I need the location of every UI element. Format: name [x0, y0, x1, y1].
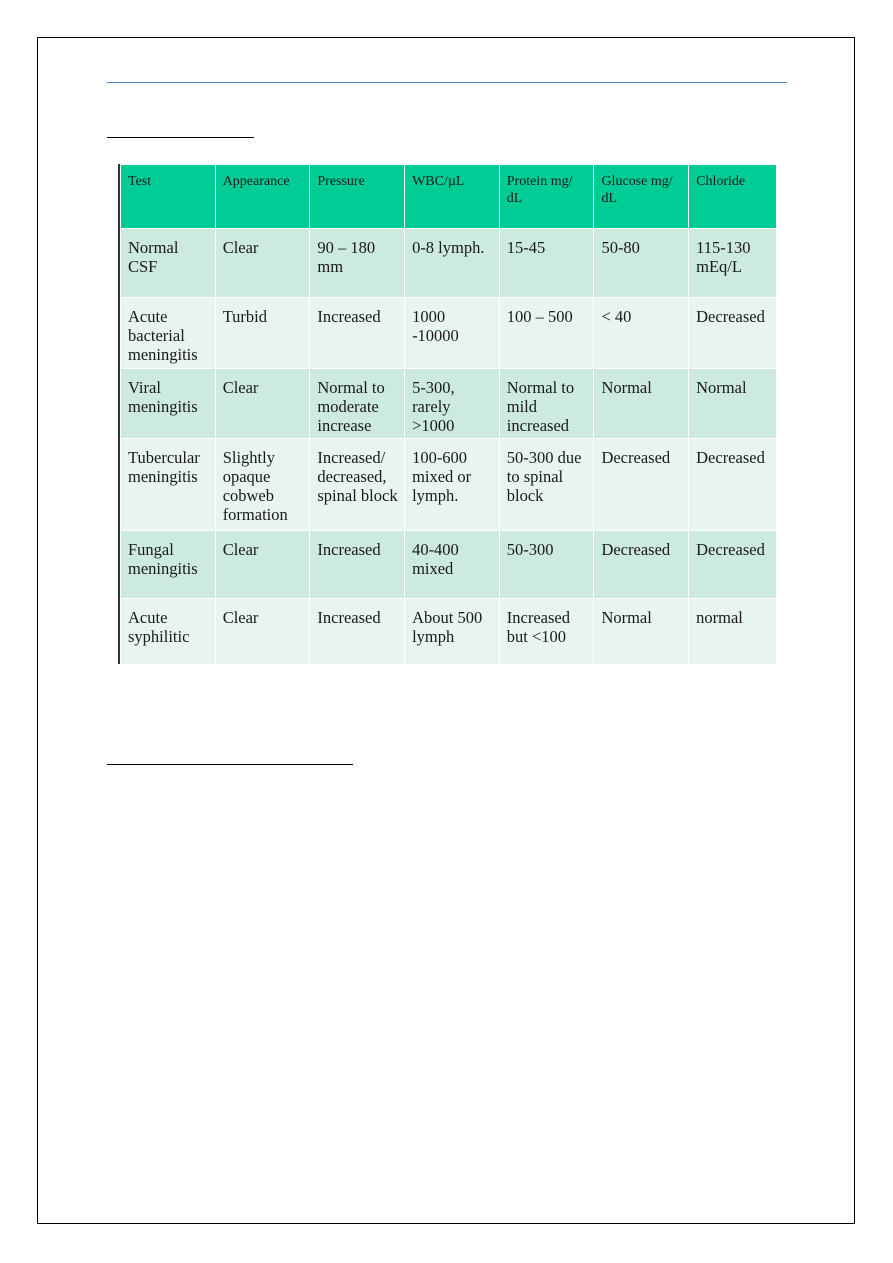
table-cell: Turbid — [215, 298, 310, 369]
header-rule — [107, 82, 787, 83]
header-pressure: Pressure — [310, 165, 405, 229]
table-cell: Fungal meningitis — [121, 531, 216, 599]
header-appearance: Appearance — [215, 165, 310, 229]
header-protein: Protein mg/ dL — [499, 165, 594, 229]
table-cell: Clear — [215, 531, 310, 599]
table-cell: Decreased — [594, 439, 689, 531]
table-row — [121, 599, 777, 665]
table-cell: 5-300, rarely >1000 — [405, 369, 500, 439]
table-cell: Normal — [594, 369, 689, 439]
header-wbc: WBC/µL — [405, 165, 500, 229]
table-cell: Normal to moderate increase — [310, 369, 405, 439]
table-cell: Acute syphilitic — [121, 599, 216, 665]
table-cell: 0-8 lymph. — [405, 229, 500, 298]
section-heading-underline-1 — [107, 137, 254, 138]
table-row — [121, 439, 777, 531]
table-row — [121, 298, 777, 369]
table-cell: 100 – 500 — [499, 298, 594, 369]
csf-table-container — [118, 164, 776, 664]
table-cell: Clear — [215, 369, 310, 439]
header-chloride: Chloride — [689, 165, 776, 229]
table-cell: < 40 — [594, 298, 689, 369]
table-row — [121, 531, 777, 599]
table-cell: Normal CSF — [121, 229, 216, 298]
table-cell: 50-300 — [499, 531, 594, 599]
table-cell: Increased but <100 — [499, 599, 594, 665]
table-row — [121, 369, 777, 439]
table-cell: 50-300 due to spinal block — [499, 439, 594, 531]
table-cell: Increased/ decreased, spinal block — [310, 439, 405, 531]
table-cell: Decreased — [594, 531, 689, 599]
table-cell: 15-45 — [499, 229, 594, 298]
table-cell: 90 – 180 mm — [310, 229, 405, 298]
table-cell: 40-400 mixed — [405, 531, 500, 599]
csf-comparison-table — [120, 164, 776, 664]
table-cell: Acute bacterial meningitis — [121, 298, 216, 369]
table-cell: Viral meningitis — [121, 369, 216, 439]
table-header-row — [121, 165, 777, 229]
table-cell: Clear — [215, 599, 310, 665]
table-cell: 100-600 mixed or lymph. — [405, 439, 500, 531]
table-cell: Normal — [594, 599, 689, 665]
table-cell: Increased — [310, 531, 405, 599]
table-cell: About 500 lymph — [405, 599, 500, 665]
table-cell: normal — [689, 599, 776, 665]
table-cell: 50-80 — [594, 229, 689, 298]
table-cell: Tubercular meningitis — [121, 439, 216, 531]
table-cell: 1000 -10000 — [405, 298, 500, 369]
table-cell: Normal to mild increased — [499, 369, 594, 439]
table-cell: Clear — [215, 229, 310, 298]
table-cell: 115-130 mEq/L — [689, 229, 776, 298]
table-cell: Normal — [689, 369, 776, 439]
table-cell: Decreased — [689, 531, 776, 599]
header-glucose: Glucose mg/ dL — [594, 165, 689, 229]
table-cell: Increased — [310, 599, 405, 665]
header-test: Test — [121, 165, 216, 229]
table-row — [121, 229, 777, 298]
table-cell: Decreased — [689, 298, 776, 369]
table-cell: Slightly opaque cobweb formation — [215, 439, 310, 531]
table-cell: Decreased — [689, 439, 776, 531]
table-cell: Increased — [310, 298, 405, 369]
section-heading-underline-2 — [107, 764, 353, 765]
